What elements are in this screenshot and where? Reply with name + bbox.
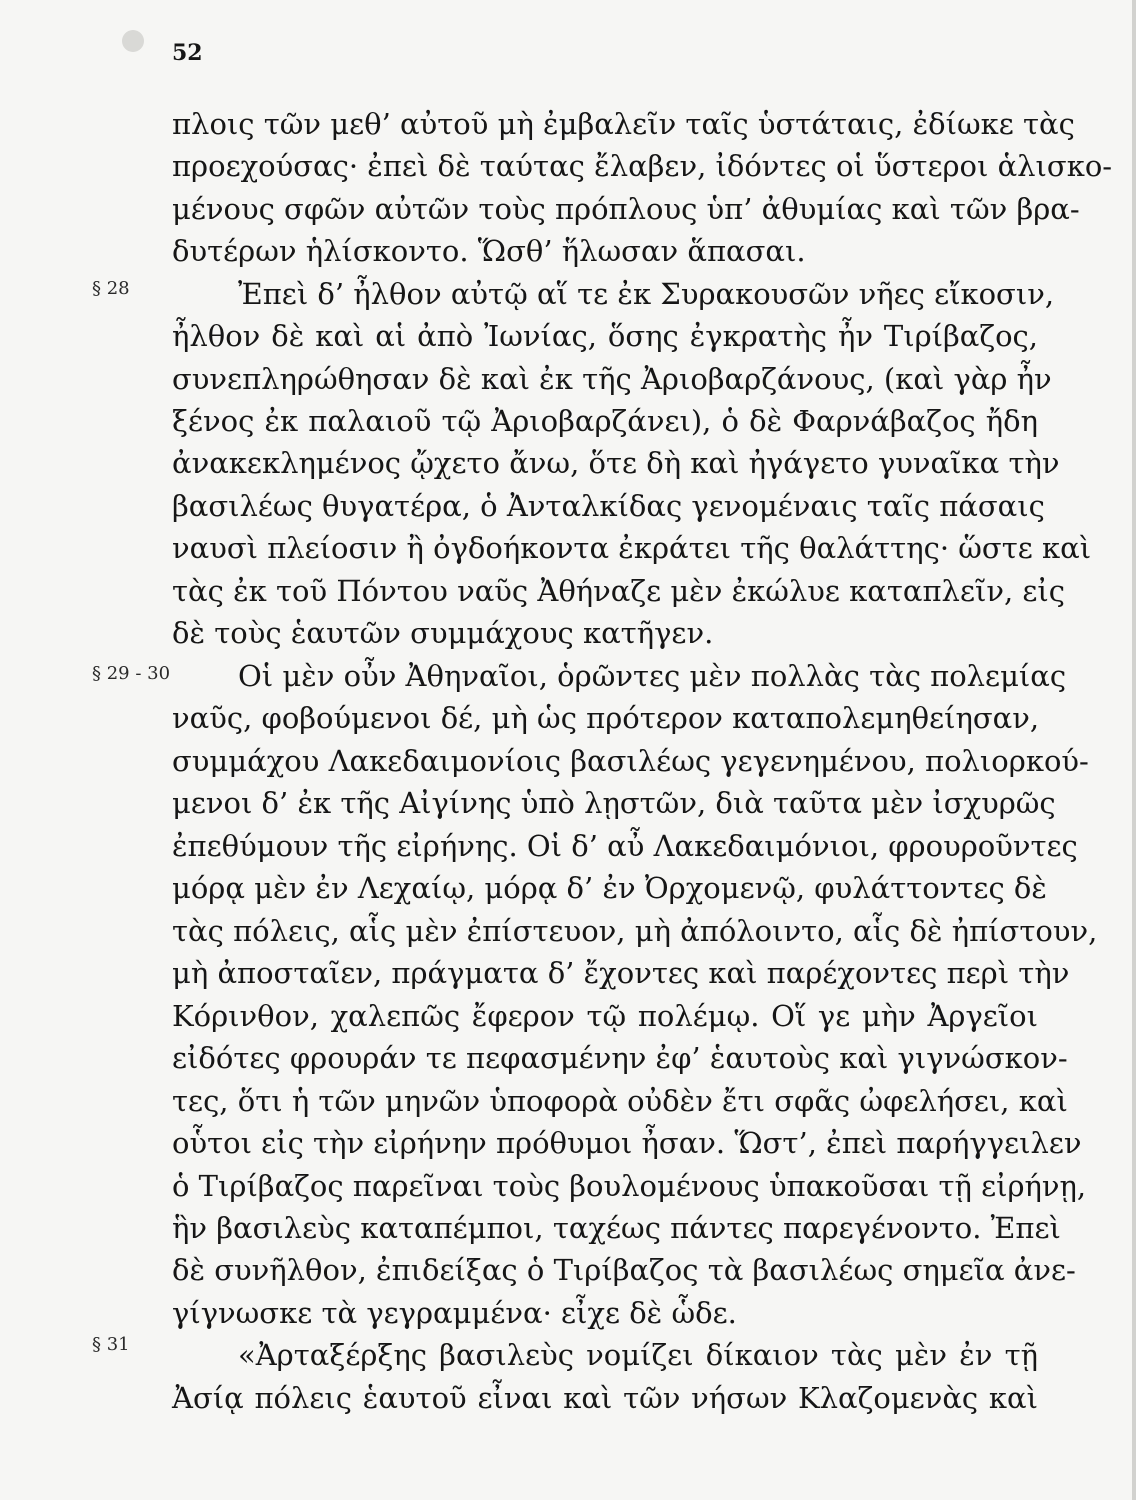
text-line: γίγνωσκε τὰ γεγραμμένα· εἶχε δὲ ὧδε. [172,1296,737,1330]
page-number: 52 [172,40,203,66]
text-line: Κόρινθον, χαλεπῶς ἔφερον τῷ πολέμῳ. Οἵ γε μὴν Ἀργεῖοι [172,999,1038,1033]
text-line: τὰς πόλεις, αἷς μὲν ἐπίστευον, μὴ ἀπόλοιντο, αἷς δὲ ἠπίστουν, [172,914,1098,948]
text-line: μένους σφῶν αὐτῶν τοὺς πρόπλους ὑπ’ ἀθυμίας καὶ τῶν βρα- [172,192,1080,226]
text-line: ἀνακεκλημένος ᾤχετο ἄνω, ὅτε δὴ καὶ ἠγάγετο γυναῖκα τὴν [172,446,1060,480]
text-line: Ἀσίᾳ πόλεις ἑαυτοῦ εἶναι καὶ τῶν νήσων Κλαζομενὰς καὶ [172,1381,1038,1415]
text-line: ξένος ἐκ παλαιοῦ τῷ Ἀριοβαρζάνει), ὁ δὲ Φαρνάβαζος ἤδη [172,404,1038,438]
text-line: ναῦς, φοβούμενοι δέ, μὴ ὡς πρότερον καταπολεμηθείησαν, [172,701,1040,735]
paper-speck [122,30,144,52]
text-line: δὲ τοὺς ἑαυτῶν συμμάχους κατῆγεν. [172,616,714,650]
text-line: βασιλέως θυγατέρα, ὁ Ἀνταλκίδας γενομέναις ταῖς πάσαις [172,489,1045,523]
text-line: Οἱ μὲν οὖν Ἀθηναῖοι, ὁρῶντες μὲν πολλὰς τὰς πολεμίας [238,659,1067,693]
text-line: συνεπληρώθησαν δὲ καὶ ἐκ τῆς Ἀριοβαρζάνους, (καὶ γὰρ ἦν [172,362,1052,396]
text-line: τες, ὅτι ἡ τῶν μηνῶν ὑποφορὰ οὐδὲν ἔτι σφᾶς ὠφελήσει, καὶ [172,1084,1068,1118]
margin-note-section-28: § 28 [92,278,130,299]
text-line: δυτέρων ἡλίσκοντο. Ὥσθ’ ἥλωσαν ἅπασαι. [172,234,806,268]
text-line: «Ἀρταξέρξης βασιλεὺς νομίζει δίκαιον τὰς μὲν ἐν τῇ [238,1338,1038,1372]
text-line: εἰδότες φρουράν τε πεφασμένην ἐφ’ ἑαυτοὺς καὶ γιγνώσκον- [172,1041,1068,1075]
text-line: συμμάχου Λακεδαιμονίοις βασιλέως γεγενημένου, πολιορκού- [172,744,1089,778]
text-line: πλοις τῶν μεθ’ αὐτοῦ μὴ ἐμβαλεῖν ταῖς ὑστάταις, ἐδίωκε τὰς [172,107,1075,141]
text-line: ὁ Τιρίβαζος παρεῖναι τοὺς βουλομένους ὑπακοῦσαι τῇ εἰρήνῃ, [172,1169,1087,1203]
text-line: προεχούσας· ἐπεὶ δὲ ταύτας ἔλαβεν, ἰδόντες οἱ ὕστεροι ἁλισκο- [172,149,1113,183]
text-line: μὴ ἀποσταῖεν, πράγματα δ’ ἔχοντες καὶ παρέχοντες περὶ τὴν [172,956,1070,990]
text-line: ἣν βασιλεὺς καταπέμποι, ταχέως πάντες παρεγένοντο. Ἐπεὶ [172,1211,1061,1245]
text-line: μενοι δ’ ἐκ τῆς Αἰγίνης ὑπὸ λῃστῶν, διὰ ταῦτα μὲν ἰσχυρῶς [172,786,1056,820]
page-edge [1132,0,1136,1500]
text-line: Ἐπεὶ δ’ ἦλθον αὐτῷ αἵ τε ἐκ Συρακουσῶν νῆες εἴκοσιν, [238,277,1055,311]
text-line: τὰς ἐκ τοῦ Πόντου ναῦς Ἀθήναζε μὲν ἐκώλυε καταπλεῖν, εἰς [172,574,1066,608]
text-line: δὲ συνῆλθον, ἐπιδείξας ὁ Τιρίβαζος τὰ βασιλέως σημεῖα ἀνε- [172,1253,1076,1287]
text-line: ἦλθον δὲ καὶ αἱ ἀπὸ Ἰωνίας, ὅσης ἐγκρατὴς ἦν Τιρίβαζος, [172,319,1038,353]
text-line: οὗτοι εἰς τὴν εἰρήνην πρόθυμοι ἦσαν. Ὥστ’, ἐπεὶ παρήγγειλεν [172,1126,1082,1160]
text-line: ναυσὶ πλείοσιν ἢ ὀγδοήκοντα ἐκράτει τῆς θαλάττης· ὥστε καὶ [172,531,1092,565]
text-line: ἐπεθύμουν τῆς εἰρήνης. Οἱ δ’ αὖ Λακεδαιμόνιοι, φρουροῦντες [172,829,1078,863]
margin-note-section-29-30: § 29 - 30 [92,663,171,684]
text-line: μόρᾳ μὲν ἐν Λεχαίῳ, μόρᾳ δ’ ἐν Ὀρχομενῷ, φυλάττοντες δὲ [172,871,1047,905]
margin-note-section-31: § 31 [92,1334,130,1355]
